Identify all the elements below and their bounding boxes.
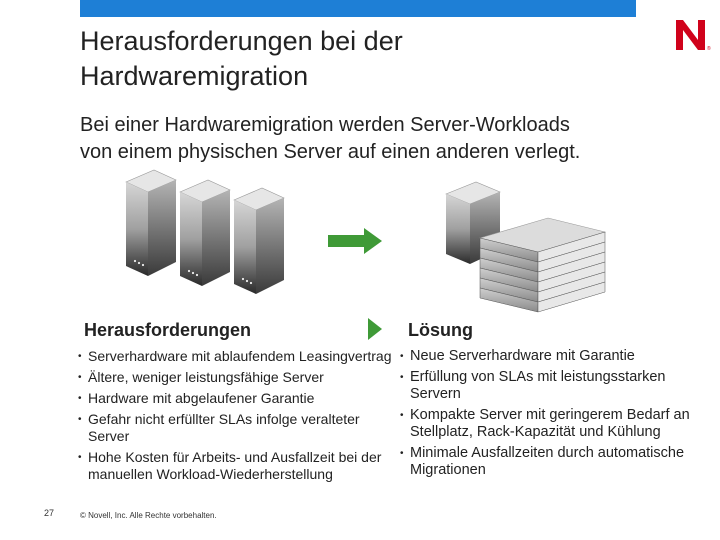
challenges-heading: Herausforderungen <box>84 320 252 340</box>
challenge-item: • Ältere, weniger leistungsfähige Server <box>78 369 396 386</box>
challenge-item: • Gefahr nicht erfüllter SLAs infolge veralteter Server <box>78 411 396 445</box>
challenge-item: • Hohe Kosten für Arbeits- und Ausfallzeit bei der manuellen Workload-Wiederherstellung <box>78 449 396 483</box>
page-number: 27 <box>44 508 55 518</box>
copyright-notice: © Novell, Inc. Alle Rechte vorbehalten. <box>80 511 217 520</box>
solution-item: • Minimale Ausfallzeiten durch automatische Migrationen <box>400 445 705 479</box>
svg-text:®: ® <box>707 46 711 52</box>
challenges-list <box>78 348 396 483</box>
page-title <box>80 24 640 94</box>
top-accent-bar <box>80 0 636 17</box>
solution-item: • Neue Serverhardware mit Garantie <box>400 348 705 365</box>
blade-rack-server-icon <box>440 180 615 320</box>
solution-list <box>400 348 705 479</box>
intro-text <box>80 112 710 166</box>
intro-line-1: Bei einer Hardwaremigration werden Server-Workloads <box>80 114 570 136</box>
tower-server-1 <box>126 170 176 276</box>
intro-line-2: von einem physischen Server auf einen anderen verlegt. <box>80 141 581 163</box>
solution-heading: Lösung <box>408 320 473 340</box>
tower-server-2 <box>180 180 230 286</box>
title-line-2: Hardwaremigration <box>80 61 309 91</box>
solution-item: • Erfüllung von SLAs mit leistungsstarken Servern <box>400 369 705 403</box>
solution-pointer-icon <box>368 318 382 340</box>
challenge-item: • Hardware mit abgelaufener Garantie <box>78 390 396 407</box>
novell-logo <box>672 14 712 54</box>
three-tower-servers-icon <box>108 166 308 306</box>
migration-arrow-icon <box>328 226 384 256</box>
title-line-1: Herausforderungen bei der <box>80 26 403 56</box>
tower-server-3 <box>234 188 284 294</box>
challenge-item: • Serverhardware mit ablaufendem Leasingvertrag <box>78 348 396 365</box>
solution-item: • Kompakte Server mit geringerem Bedarf an Stellplatz, Rack-Kapazität und Kühlung <box>400 407 705 441</box>
